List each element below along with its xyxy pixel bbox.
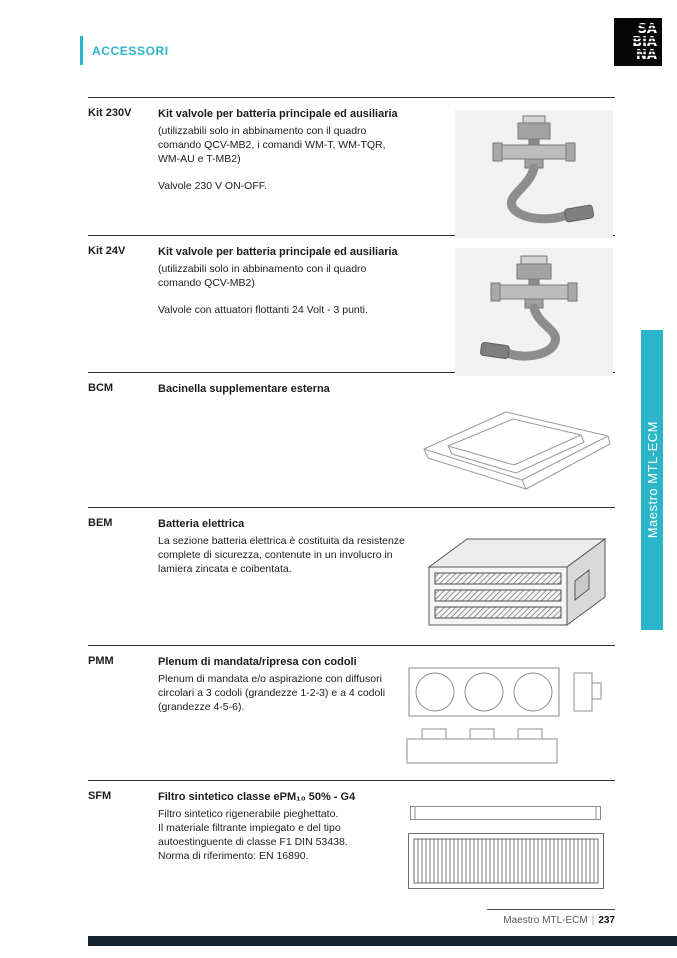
footer-separator: | xyxy=(591,915,595,926)
figure-area xyxy=(406,517,615,645)
accessory-paragraph: Valvole 230 V ON-OFF. xyxy=(158,180,267,193)
accessory-paragraph: Filtro sintetico rigenerabile pieghettato. xyxy=(158,808,339,821)
accessory-title: Plenum di mandata/ripresa con codoli xyxy=(158,656,357,668)
electric-heater-image xyxy=(413,525,613,635)
accessory-title: Bacinella supplementare esterna xyxy=(158,383,330,395)
accessory-code: SFM xyxy=(88,790,112,802)
accessory-code: Kit 230V xyxy=(88,107,132,119)
footer-product-name: Maestro MTL-ECM xyxy=(503,915,588,926)
logo-line: NA xyxy=(636,48,657,63)
figure-area xyxy=(406,245,615,372)
valve-kit-230v-image xyxy=(455,110,613,238)
plenum-front-view-image xyxy=(408,663,608,721)
filter-front-view-image xyxy=(408,833,604,889)
accessory-paragraph: Il materiale filtrante impiegato e del tipo autoestinguente di classe F1 DIN 53438. xyxy=(158,822,348,849)
accessory-title: Filtro sintetico classe ePM₁₀ 50% - G4 xyxy=(158,791,356,803)
accessory-paragraph: La sezione batteria elettrica è costituita da resistenze complete di sicurezza, contenute in un involucro in lamiera zincata e coibentata. xyxy=(158,535,405,576)
plenum-top-view-image xyxy=(406,724,566,766)
row-kit-24v xyxy=(88,235,615,372)
valve-kit-24v-image xyxy=(455,248,613,376)
sabiana-logo xyxy=(614,18,662,66)
accessory-title: Kit valvole per batteria principale ed ausiliaria xyxy=(158,108,398,120)
accessory-code: BEM xyxy=(88,517,113,529)
side-tab-label: Maestro MTL-ECM xyxy=(644,421,660,539)
row-kit-230v xyxy=(88,97,615,235)
accessory-code: BCM xyxy=(88,382,114,394)
accessories-list xyxy=(88,97,615,905)
bottom-bar xyxy=(88,936,677,946)
accessory-title: Batteria elettrica xyxy=(158,518,245,530)
figure-area xyxy=(406,107,615,235)
row-sfm xyxy=(88,780,615,905)
accessory-paragraph: (utilizzabili solo in abbinamento con il quadro comando QCV-MB2, i comandi WM-T, WM-TQR, WM-AU e T-MB2) xyxy=(158,125,386,166)
row-bem xyxy=(88,507,615,645)
row-bcm xyxy=(88,372,615,507)
page-title: ACCESSORI xyxy=(92,44,169,58)
figure-area xyxy=(406,655,615,780)
accessory-code: Kit 24V xyxy=(88,245,126,257)
row-pmm xyxy=(88,645,615,780)
footer-rule xyxy=(487,909,615,910)
accessory-code: PMM xyxy=(88,655,114,667)
logo-line: SA xyxy=(637,22,657,37)
accessory-title: Kit valvole per batteria principale ed ausiliaria xyxy=(158,246,398,258)
footer-page-number: 237 xyxy=(598,915,615,926)
filter-side-view-image xyxy=(410,806,602,821)
logo-line: BIA xyxy=(632,35,657,50)
accessory-paragraph: Plenum di mandata e/o aspirazione con diffusori circolari a 3 codoli (grandezze 1-2-3) e a 4 codoli (grandezze 4-5-6). xyxy=(158,673,386,714)
drain-pan-image xyxy=(418,402,614,502)
accessory-paragraph: (utilizzabili solo in abbinamento con il quadro comando QCV-MB2) xyxy=(158,263,367,290)
accessory-paragraph: Norma di riferimento: EN 16890. xyxy=(158,850,309,863)
figure-area xyxy=(406,382,615,507)
side-tab xyxy=(641,330,663,630)
accessory-paragraph: Valvole con attuatori flottanti 24 Volt - 3 punti. xyxy=(158,304,368,317)
accent-bar xyxy=(80,36,83,65)
footer xyxy=(503,915,615,926)
figure-area xyxy=(406,790,615,905)
